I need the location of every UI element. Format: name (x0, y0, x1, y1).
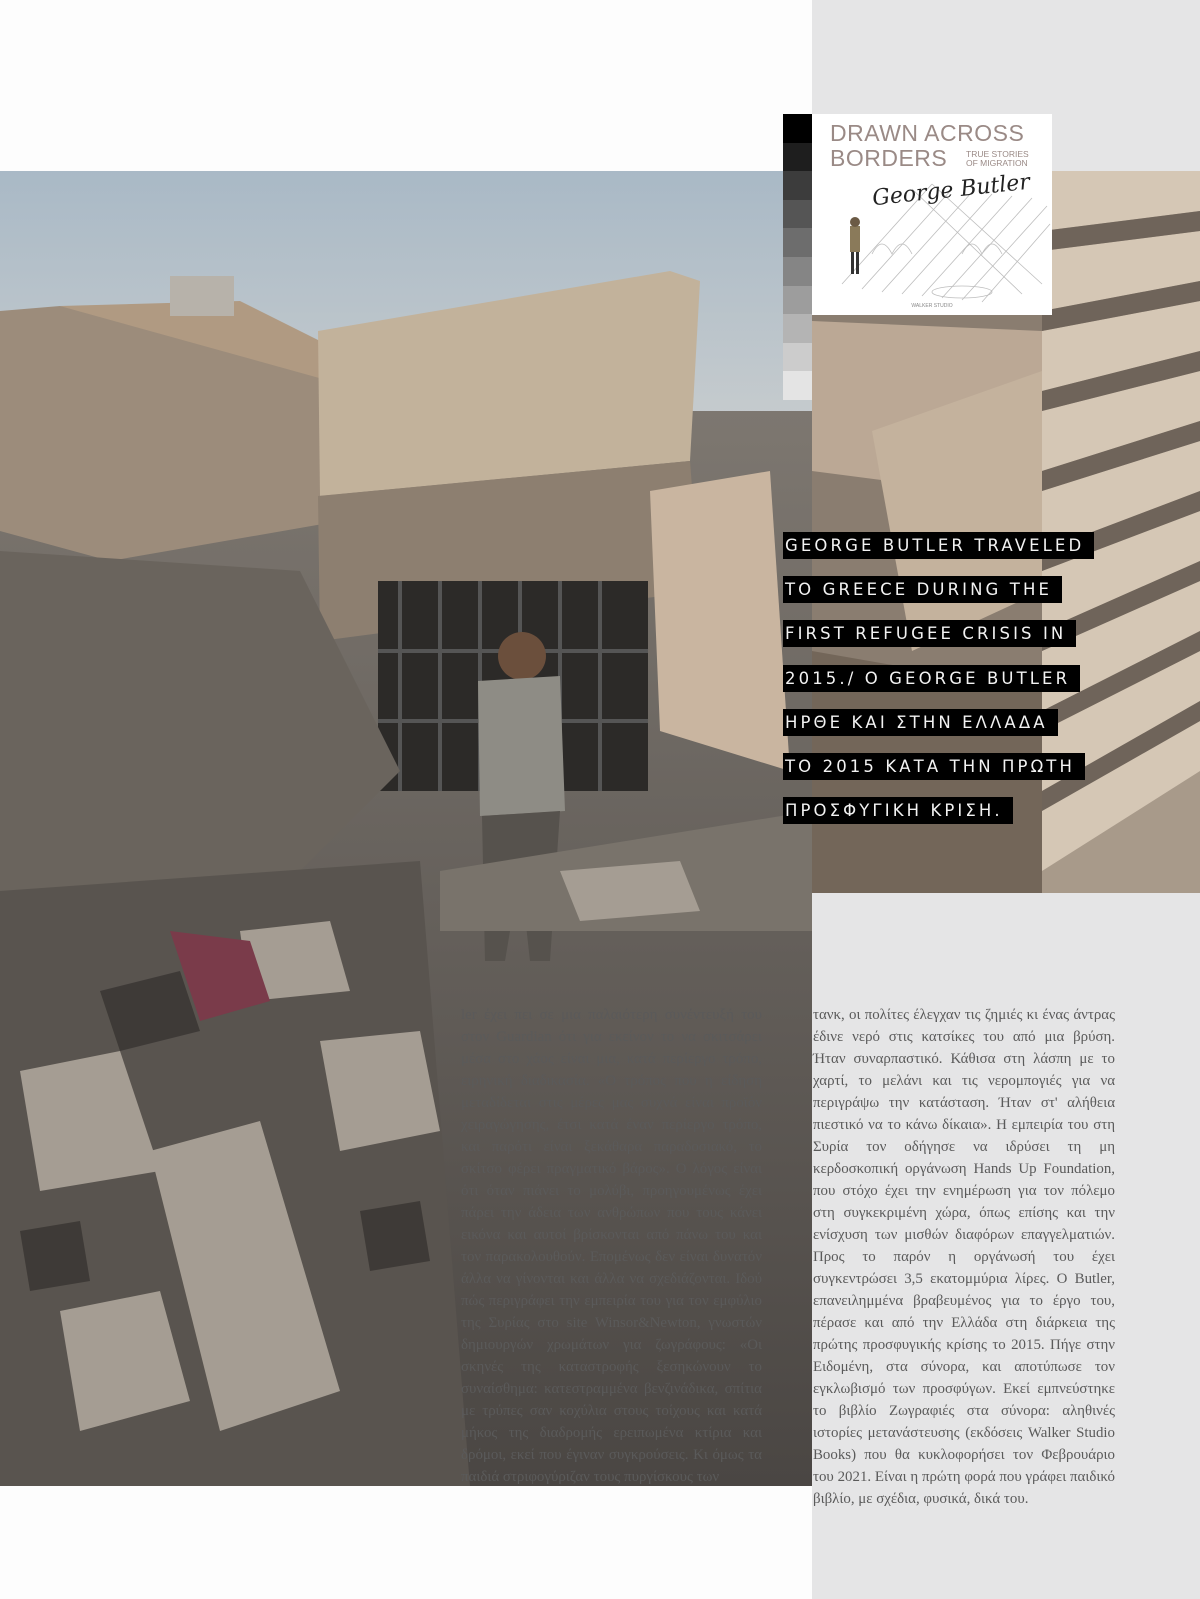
cover-subtitle: TRUE STORIES OF MIGRATION (966, 149, 1029, 168)
caption-line: ΤΟ 2015 ΚΑΤΑ ΤΗΝ ΠΡΩΤΗ (783, 753, 1085, 780)
article-column-1: ler έχει πει σε μια παλαιότερη συνέντευξή του στον Guardian ότι για εκείνον το να σκιτσάρει μέσα στο χάος είναι μια, κατά περίεργο τρόπο, ειρηνική διαδικασία. «Ο τρόπος που η είδηση μεταδίδεται στις μέρες μας συχνά είναι προϊόν χειραγώγησης, έτσι κατά έναν περίεργο τρόπο, και παρότι είναι ξεκάθαρα παραδοσιακό, το σκίτσο φέρει πραγματικό βάρος». Ο λόγος είναι ότι όταν πιάνει το μολύβι, προηγουμένως έχει πάρει την άδεια των ανθρώπων που τους κάνει εικόνα και αυτοί βρίσκονται από πάνω του και τον παρακολουθούν. Επομένως δεν είναι δυνατόν άλλα να γίνονται και άλλα να σχεδιάζονται. Ιδού πώς περιγράφει την εμπειρία του για τον εμφύλιο της Συρίας στο site Winsor&Newton, γνωστών δημιουργών χρωμάτων για ζωγράφους: «Οι σκηνές της καταστροφής ξεσηκώνουν το συναίσθημα: κατεστραμμένα βενζινάδικα, σπίτια με τρύπες σαν κοχύλια στους τοίχους και κατά μήκος της διαδρομής ερειπωμένα κτίρια και δρόμοι, εκεί που έγιναν συγκρούσεις. Κι όμως τα παιδιά στριφογύριζαν τους πυργίσκους των (461, 1007, 762, 1485)
article-column-2: τανκ, οι πολίτες έλεγχαν τις ζημιές κι ένας άντρας έδινε νερό στις κατσίκες του από μια βρύση. Ήταν συναρπαστικό. Κάθισα στη λάσπη με το χαρτί, το μελάνι και τις νερομπογιές για να περιγράψω την κατάσταση. Ήταν στ' αλήθεια πιεστικό να το κάνω δίκαια». Η εμπειρία του στη Συρία τον οδήγησε να ιδρύσει τη μη κερδοσκοπική οργάνωση Hands Up Foundation, που στόχο έχει την ενημέρωση για τον πόλεμο στη συγκεκριμένη χώρα, όπως επίσης και την ενίσχυση των μισθών διαφόρων επαγγελματιών. Προς το παρόν η οργάνωσή του έχει συγκεντρώσει 3,5 εκατομμύρια λίρες. Ο Butler, επανειλημμένα βραβευμένος για το έργο του, πέρασε και από την Ελλάδα στη διάρκεια της πρώτης προσφυγικής κρίσης το 2015. Πήγε στην Ειδομένη, στα σύνορα, και αποτύπωσε τον εγκλωβισμό των προσφύγων. Εκεί εμπνεύστηκε το βιβλίο Ζωγραφιές στα σύνορα: αληθινές ιστορίες μετανάστευσης (εκδόσεις Walker Studio Books) που θα κυκλοφορήσει τον Φεβρουάριο του 2021. Είναι η πρώτη φορά που γράφει παιδικό βιβλίο, με σχέδια, φυσικά, δικά του. (813, 1007, 1115, 1507)
caption-line: GEORGE BUTLER TRAVELED (783, 532, 1094, 559)
caption-line: FIRST REFUGEE CRISIS IN (783, 620, 1076, 647)
cover-title-line1: DRAWN ACROSS (830, 120, 1025, 146)
caption-line: ΠΡΟΣΦΥΓΙΚΗ ΚΡΙΣΗ. (783, 797, 1013, 824)
caption-line: 2015./ Ο GEORGE BUTLER (783, 665, 1080, 692)
grayscale-swatch-bar (783, 114, 812, 400)
cover-title-line2: BORDERS (830, 145, 948, 171)
book-cover (812, 114, 1052, 315)
caption-line: TO GREECE DURING THE (783, 576, 1062, 603)
photo-caption (783, 532, 1103, 841)
caption-line: ΗΡΘΕ ΚΑΙ ΣΤΗΝ ΕΛΛΑΔΑ (783, 709, 1058, 736)
cover-publisher-mark: WALKER STUDIO (911, 303, 953, 309)
cover-author-signature: George Butler (871, 169, 1032, 212)
